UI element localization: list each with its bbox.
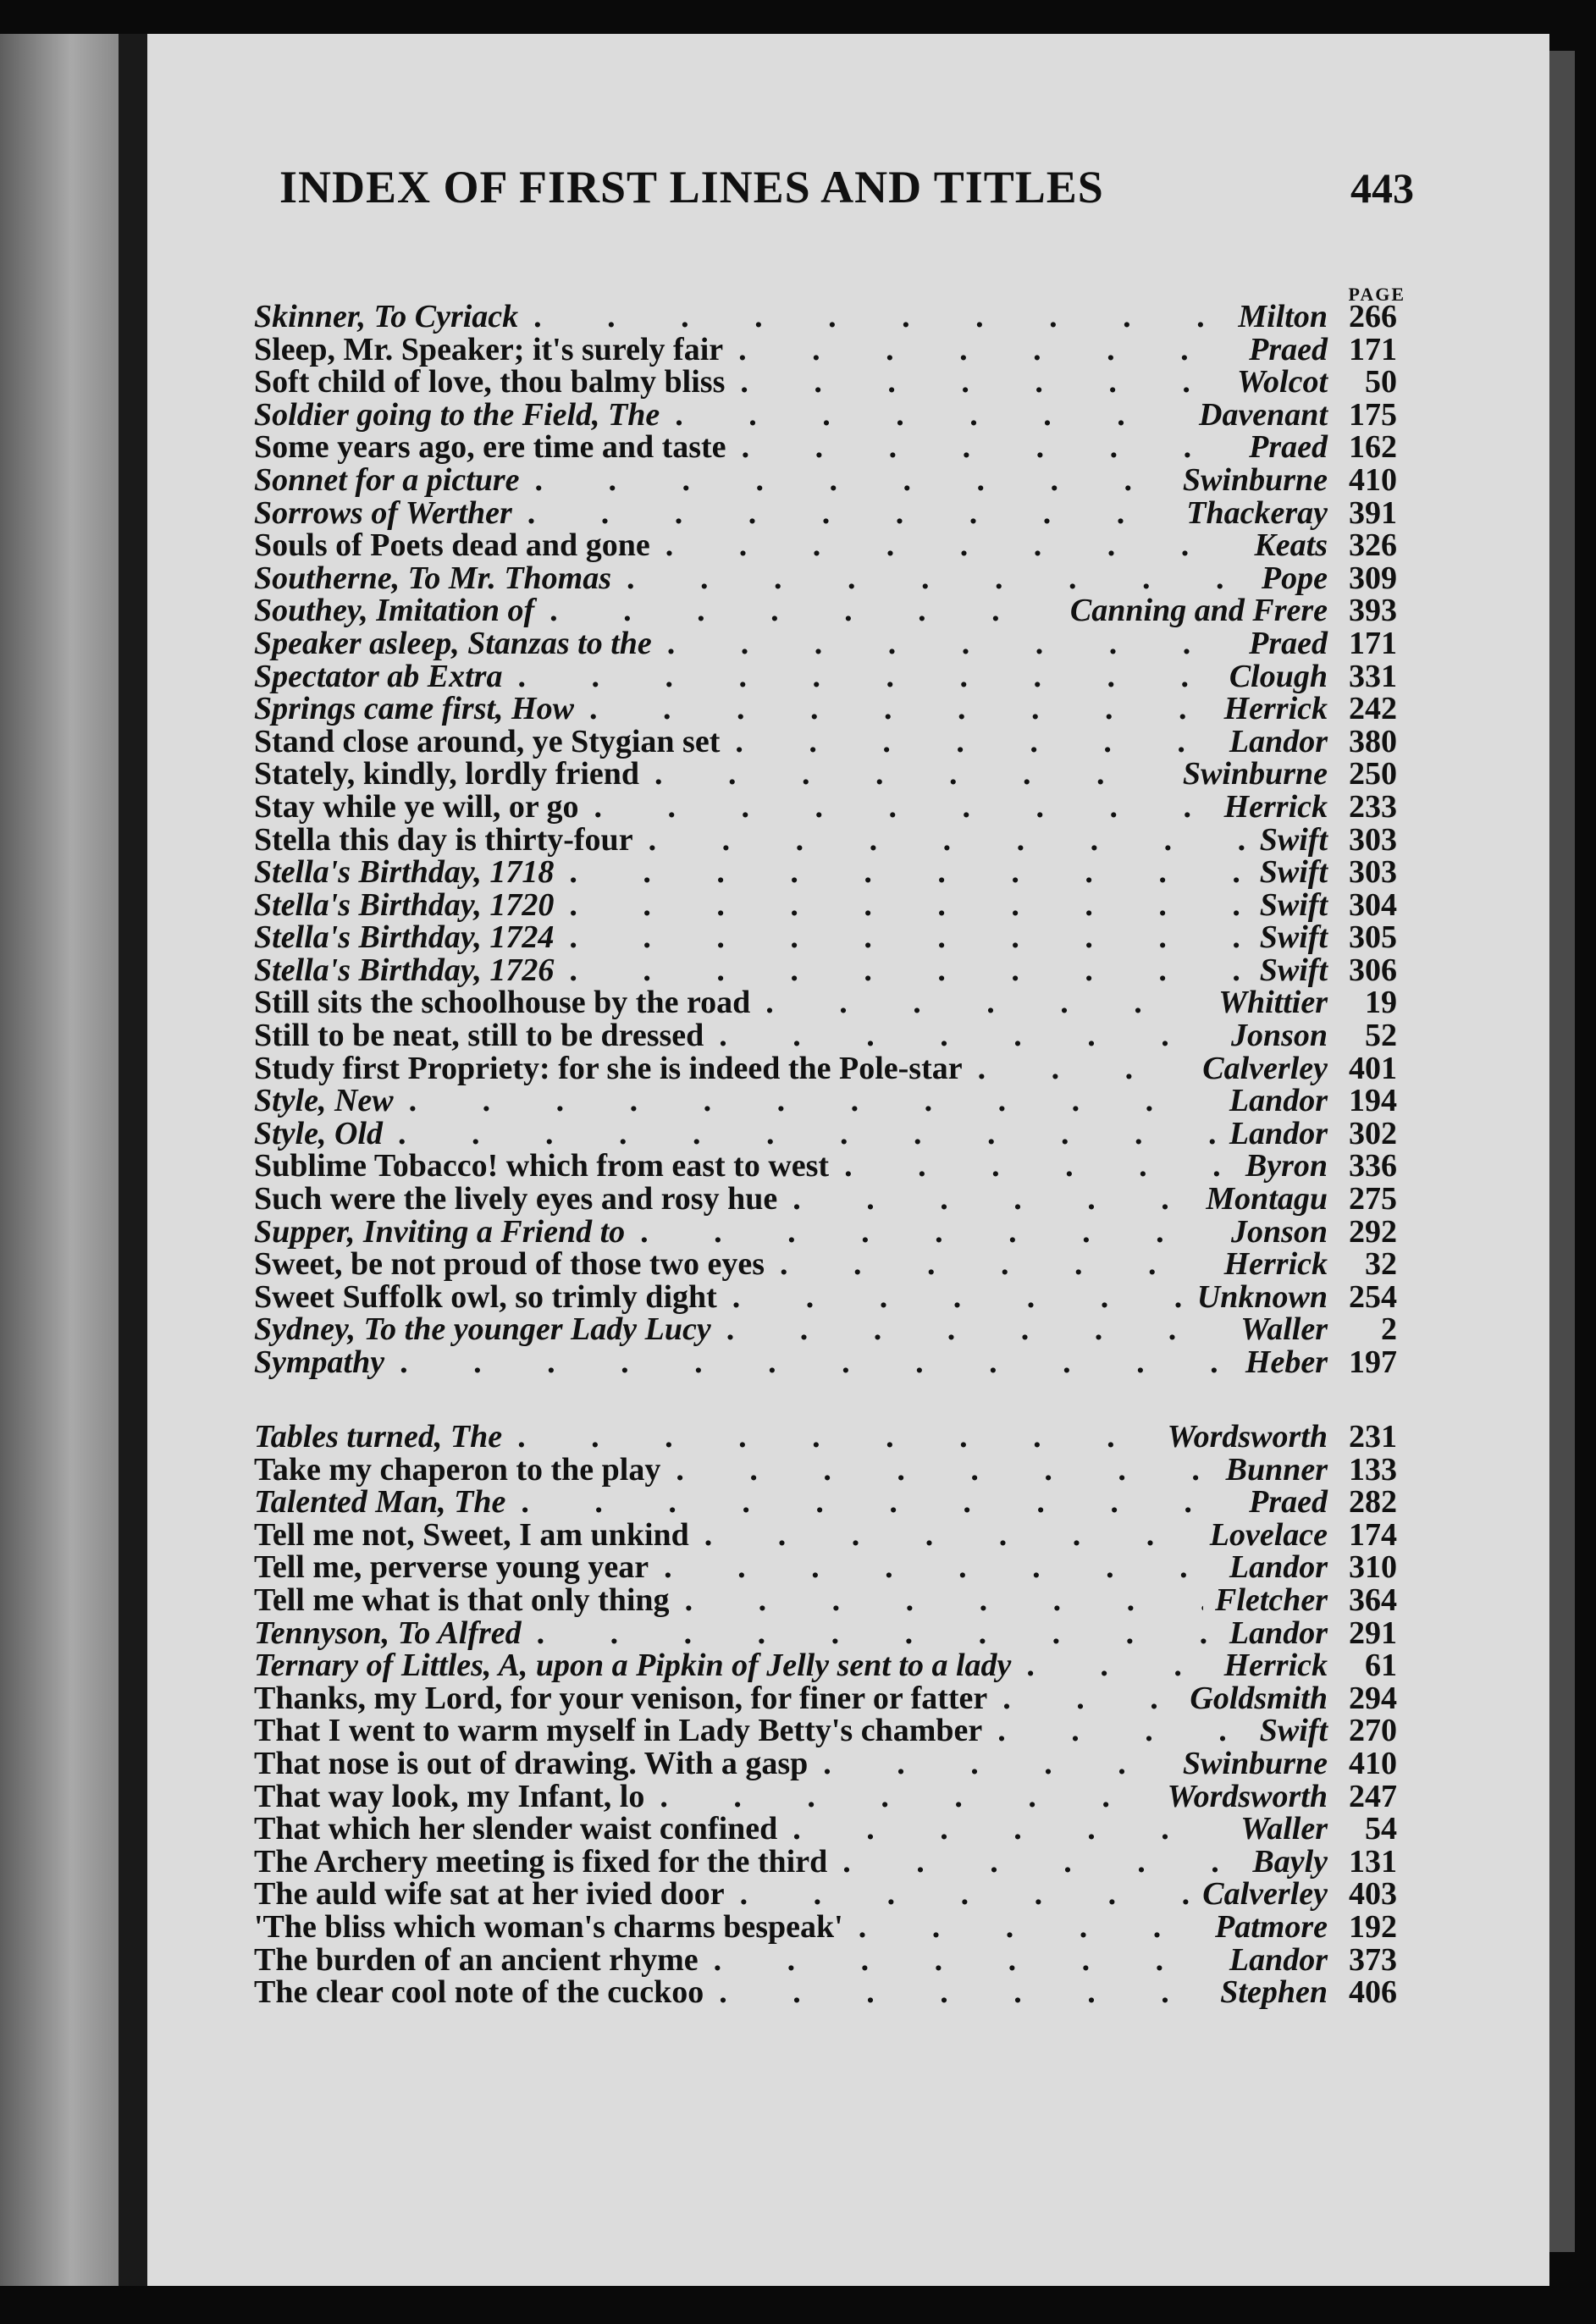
index-entry [254,331,1397,367]
book-gutter [119,34,147,2286]
entry-first-line: Stella's Birthday, 1726 [254,952,555,988]
entry-first-line: The clear cool note of the cuckoo [254,1974,704,2011]
entry-author: Herrick [1223,1648,1328,1684]
entry-first-line: Sweet, be not proud of those two eyes [254,1246,765,1283]
entry-first-line: The auld wife sat at her ivied door [254,1876,725,1913]
entry-page-number: 373 [1349,1941,1397,1978]
entry-first-line: Stand close around, ye Stygian set [254,723,721,759]
leader-dots [670,1582,1203,1619]
entry-first-line: Speaker asleep, Stanzas to the [254,625,652,661]
entry-page-number: 302 [1349,1115,1397,1151]
entry-page-number: 275 [1349,1181,1397,1217]
entry-author: Swift [1259,854,1328,891]
index-entry [254,1050,1397,1086]
entry-author: Waller [1240,1311,1328,1348]
index-entry [254,1082,1397,1119]
index-entry [254,1418,1397,1455]
entry-first-line: Sleep, Mr. Speaker; it's surely fair [254,331,724,367]
leader-dots [704,1017,1219,1054]
index-entry [254,1115,1397,1151]
entry-author: Calverley [1202,1876,1328,1913]
index-entry [254,952,1397,988]
entry-author: Bayly [1252,1843,1328,1880]
index-entry [254,560,1397,596]
entry-author: Byron [1245,1148,1328,1184]
entry-page-number: 133 [1349,1451,1397,1488]
leader-dots [711,1311,1229,1348]
entry-first-line: Supper, Inviting a Friend to [254,1213,626,1250]
entry-page-number: 401 [1349,1050,1397,1086]
entry-author: Jonson [1230,1018,1328,1054]
entry-author: Praed [1249,625,1328,661]
entry-author: Keats [1254,527,1328,564]
leader-dots [726,428,1238,466]
entry-author: Swift [1259,919,1328,956]
entry-page-number: 197 [1349,1344,1397,1380]
entry-first-line: Sorrows of Werther [254,494,512,531]
leader-dots [963,1050,1191,1087]
entry-author: Wolcot [1237,364,1328,400]
page-edge-shadow [1549,51,1575,2252]
leader-dots [554,952,1247,989]
entry-first-line: Take my chaperon to the play [254,1451,661,1488]
entry-first-line: Stay while ye will, or go [254,788,579,825]
index-entry [254,658,1397,694]
entry-page-number: 326 [1349,527,1397,564]
entry-page-number: 19 [1365,985,1397,1021]
entry-first-line: Still to be neat, still to be dressed [254,1018,704,1054]
entry-author: Goldsmith [1190,1680,1328,1716]
entry-author: Landor [1229,1083,1328,1119]
entry-first-line: Spectator ab Extra [254,658,503,694]
page-title: INDEX OF FIRST LINES AND TITLES [279,162,1104,213]
leader-dots [502,658,1217,695]
index-section-s [254,298,1397,1380]
entry-first-line: Sonnet for a picture [254,461,520,498]
entry-author: Stephen [1220,1974,1328,2011]
entry-author: Jonson [1230,1213,1328,1250]
entry-page-number: 50 [1365,364,1397,400]
entry-first-line: Still sits the schoolhouse by the road [254,985,751,1021]
index-entry [254,1582,1397,1618]
index-entry [254,723,1397,759]
entry-first-line: Some years ago, ere time and taste [254,429,726,466]
entry-author: Wordsworth [1167,1778,1328,1814]
leader-dots [777,1810,1229,1847]
leader-dots [765,1245,1212,1283]
entry-page-number: 410 [1349,1745,1397,1781]
entry-author: Swift [1259,952,1328,988]
entry-author: Davenant [1199,396,1328,433]
leader-dots [717,1278,1185,1316]
entry-page-number: 282 [1349,1484,1397,1521]
index-entry [254,1810,1397,1847]
index-entry [254,298,1397,334]
index-entry [254,1908,1397,1945]
entry-first-line: Stella's Birthday, 1724 [254,919,555,956]
entry-page-number: 294 [1349,1680,1397,1716]
entry-page-number: 364 [1349,1582,1397,1618]
index-entry [254,1548,1397,1586]
index-entry [254,821,1397,858]
running-header [279,161,1414,213]
leader-dots [829,1147,1234,1184]
entry-first-line: Sydney, To the younger Lady Lucy [254,1311,711,1348]
entry-page-number: 162 [1349,429,1397,466]
entry-page-number: 131 [1349,1843,1397,1880]
entry-author: Herrick [1223,691,1328,727]
leader-dots [725,1875,1191,1913]
entry-first-line: 'The bliss which woman's charms bespeak' [254,1908,843,1945]
entry-page-number: 331 [1349,658,1397,694]
leader-dots [843,1908,1203,1946]
entry-author: Praed [1249,331,1328,367]
index-entry [254,1941,1397,1978]
entry-page-number: 304 [1349,886,1397,923]
index-entry [254,396,1397,433]
entry-page-number: 174 [1349,1516,1397,1553]
leader-dots [384,1344,1234,1381]
entry-first-line: Southerne, To Mr. Thomas [254,560,612,596]
index-entry [254,1483,1397,1521]
entry-author: Pope [1261,560,1328,596]
leader-dots [750,984,1207,1021]
leader-dots [704,1973,1208,2011]
entry-first-line: Sublime Tobacco! which from east to west [254,1148,830,1184]
entry-author: Swift [1259,1713,1328,1749]
entry-page-number: 270 [1349,1713,1397,1749]
index-entry [254,1745,1397,1781]
index-entry [254,1245,1397,1283]
index-entry [254,984,1397,1021]
leader-dots [689,1516,1198,1554]
index-entry [254,592,1397,629]
index-entry [254,1615,1397,1651]
entry-first-line: Tables turned, The [254,1419,503,1455]
entry-first-line: Souls of Poets dead and gone [254,527,650,564]
entry-first-line: Stately, kindly, lordly friend [254,756,640,792]
leader-dots [522,1615,1218,1652]
leader-dots [1011,1647,1212,1684]
index-entry [254,755,1397,792]
entry-author: Montagu [1206,1181,1328,1217]
entry-author: Swift [1259,886,1328,923]
entry-first-line: That nose is out of drawing. With a gasp [254,1745,809,1781]
entry-page-number: 303 [1349,821,1397,858]
entry-author: Unknown [1196,1278,1328,1315]
entry-first-line: Style, New [254,1083,394,1119]
entry-author: Lovelace [1209,1516,1328,1553]
leader-dots [660,396,1187,433]
entry-author: Praed [1249,1484,1328,1521]
entry-page-number: 266 [1349,299,1397,334]
leader-dots [987,1680,1178,1717]
entry-author: Swinburne [1182,756,1328,792]
leader-dots [554,886,1247,924]
leader-dots [574,690,1212,727]
entry-author: Landor [1229,1615,1328,1651]
leader-dots [611,560,1250,597]
leader-dots [394,1082,1218,1119]
leader-dots [639,755,1171,792]
leader-dots [720,723,1217,760]
index-entry [254,625,1397,661]
entry-author: Landor [1229,723,1328,759]
entry-first-line: Tell me, perverse young year [254,1549,649,1586]
leader-dots [644,1778,1155,1815]
entry-page-number: 403 [1349,1876,1397,1913]
entry-page-number: 2 [1381,1311,1397,1348]
leader-dots [534,592,1058,629]
entry-author: Swift [1259,821,1328,858]
entry-first-line: Stella this day is thirty-four [254,821,633,858]
entry-page-number: 242 [1349,691,1397,727]
entry-author: Patmore [1215,1908,1328,1945]
leader-dots [982,1712,1248,1749]
index-entry [254,1278,1397,1315]
index-section-t [254,1418,1397,2011]
entry-page-number: 171 [1349,625,1397,661]
entry-first-line: Soft child of love, thou balmy bliss [254,364,726,400]
entry-page-number: 406 [1349,1974,1397,2011]
entry-author: Landor [1229,1549,1328,1586]
entry-author: Bunner [1225,1451,1328,1488]
entry-page-number: 52 [1365,1018,1397,1054]
entry-first-line: Soldier going to the Field, The [254,396,660,433]
index-entry [254,919,1397,956]
index-entry [254,1875,1397,1913]
entry-first-line: Talented Man, The [254,1484,506,1521]
leader-dots [520,461,1171,499]
leader-dots [512,494,1174,532]
entry-page-number: 54 [1365,1811,1397,1847]
entry-page-number: 391 [1349,494,1397,531]
entry-author: Landor [1229,1941,1328,1978]
entry-author: Herrick [1223,788,1328,825]
index-entry [254,788,1397,825]
index-entry [254,1843,1397,1880]
entry-first-line: Such were the lively eyes and rosy hue [254,1181,778,1217]
index-entry [254,1213,1397,1250]
entry-page-number: 309 [1349,560,1397,596]
entry-author: Waller [1240,1811,1328,1847]
leader-dots [554,919,1247,956]
index-entry [254,1973,1397,2011]
leader-dots [660,1451,1213,1488]
index-entry [254,1311,1397,1348]
page-number: 443 [1350,164,1414,212]
entry-author: Swinburne [1182,1745,1328,1781]
entry-page-number: 171 [1349,331,1397,367]
entry-author: Herrick [1223,1246,1328,1283]
entry-first-line: Tell me what is that only thing [254,1582,670,1618]
entry-author: Heber [1245,1344,1328,1380]
entry-page-number: 254 [1349,1278,1397,1315]
entry-author: Canning and Frere [1069,593,1328,629]
index-entry [254,363,1397,400]
entry-author: Clough [1229,658,1328,694]
leader-dots [518,298,1226,335]
index-entry [254,527,1397,564]
entry-first-line: Study first Propriety: for she is indeed the Pole-star [254,1050,963,1086]
entry-page-number: 250 [1349,756,1397,792]
entry-page-number: 410 [1349,461,1397,498]
entry-first-line: Sympathy [254,1344,385,1380]
entry-page-number: 336 [1349,1148,1397,1184]
entry-first-line: Style, Old [254,1115,383,1151]
entry-first-line: The Archery meeting is fixed for the third [254,1843,828,1880]
leader-dots [777,1180,1194,1217]
leader-dots [649,1548,1218,1586]
index-entry [254,1712,1397,1749]
leader-dots [554,853,1247,891]
entry-page-number: 231 [1349,1419,1397,1455]
entry-page-number: 306 [1349,952,1397,988]
entry-first-line: Springs came first, How [254,691,574,727]
index-entry [254,1147,1397,1184]
entry-author: Whittier [1218,985,1328,1021]
entry-page-number: 292 [1349,1213,1397,1250]
entry-first-line: Southey, Imitation of [254,593,535,629]
entry-author: Milton [1238,299,1328,334]
entry-page-number: 192 [1349,1908,1397,1945]
entry-page-number: 194 [1349,1083,1397,1119]
entry-first-line: Tennyson, To Alfred [254,1615,522,1651]
entry-first-line: Ternary of Littles, A, upon a Pipkin of Jelly sent to a lady [254,1648,1012,1684]
entry-page-number: 393 [1349,593,1397,629]
index-entry [254,1647,1397,1684]
index-entry [254,886,1397,923]
entry-first-line: Stella's Birthday, 1720 [254,886,555,923]
entry-first-line: Thanks, my Lord, for your venison, for finer or fatter [254,1680,988,1716]
index-entry [254,1680,1397,1716]
leader-dots [827,1843,1240,1880]
leader-dots [808,1745,1171,1782]
leader-dots [699,1941,1218,1979]
entry-page-number: 305 [1349,919,1397,956]
entry-page-number: 175 [1349,396,1397,433]
entry-first-line: Sweet Suffolk owl, so trimly dight [254,1278,717,1315]
entry-author: Fletcher [1215,1582,1328,1618]
index-entry [254,1344,1397,1380]
leader-dots [625,1213,1219,1250]
entry-first-line: That I went to warm myself in Lady Betty's chamber [254,1713,983,1749]
page-column-heading: PAGE [1348,284,1405,305]
leader-dots [652,625,1237,662]
leader-dots [723,331,1237,368]
entry-author: Praed [1249,429,1328,466]
entry-page-number: 233 [1349,788,1397,825]
index-entry [254,1017,1397,1054]
entry-author: Swinburne [1182,461,1328,498]
index-entry [254,853,1397,891]
entry-first-line: Stella's Birthday, 1718 [254,854,555,891]
entry-first-line: That which her slender waist confined [254,1811,778,1847]
index-entry [254,1778,1397,1814]
leader-dots [579,788,1212,825]
entry-author: Thackeray [1186,494,1328,531]
index-entry [254,1451,1397,1488]
entry-first-line: Skinner, To Cyriack [254,299,519,334]
entry-page-number: 303 [1349,854,1397,891]
entry-first-line: That way look, my Infant, lo [254,1778,645,1814]
entry-page-number: 291 [1349,1615,1397,1651]
index-entry [254,1516,1397,1553]
index-entry [254,690,1397,727]
leader-dots [502,1418,1155,1455]
leader-dots [505,1483,1237,1521]
entry-author: Wordsworth [1167,1419,1328,1455]
entry-page-number: 61 [1365,1648,1397,1684]
entry-page-number: 32 [1365,1246,1397,1283]
leader-dots [633,821,1248,858]
leader-dots [383,1115,1218,1152]
entry-author: Calverley [1202,1050,1328,1086]
index-entry [254,494,1397,531]
entry-page-number: 380 [1349,723,1397,759]
facing-page-edge [0,34,119,2286]
entry-page-number: 310 [1349,1549,1397,1586]
leader-dots [725,363,1225,400]
index-entry [254,428,1397,466]
entry-page-number: 247 [1349,1778,1397,1814]
entry-first-line: The burden of an ancient rhyme [254,1941,699,1978]
leader-dots [650,527,1243,564]
entry-author: Landor [1229,1115,1328,1151]
index-entry [254,1180,1397,1217]
index-entry [254,461,1397,498]
entry-first-line: Tell me not, Sweet, I am unkind [254,1516,689,1553]
